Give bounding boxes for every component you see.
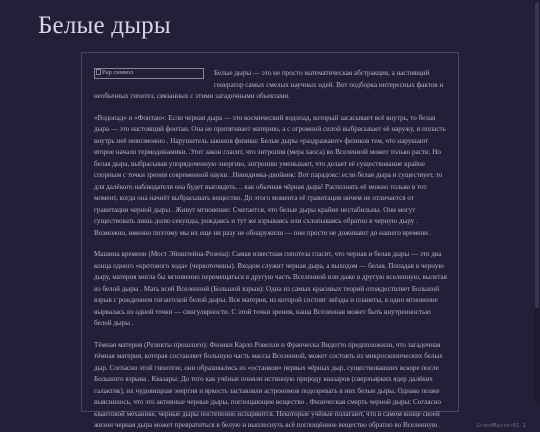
article-paragraph: Машина времени (Мост Эйнштейна-Розена): Самая известная гипотеза гласит, что черная и белая дыры — это два конца одного «кротового хода» (червоточины). Входом служит черная дыра, а выходом — белая. Попадая в черную дыру, материя могла бы мгновенно перемещаться в другую часть Вселенной или даже в другую вселенную, вылетая из белой дыры . Мать всей Вселенной (Большой взрыв): Одна из самых красивых теорий отождествляет Большой взрыв с рождением гигантской белой дыры. Вся материя, из которой состоят звёзды и планеты, в одно мгновение вырвалась из одной точки — сингулярности. С этой точки зрения, наша Вселенная может быть внутренностью белой дыры . — [94, 250, 447, 327]
broken-image-icon — [96, 69, 101, 75]
article-paragraph: Тёмная материя (Реликты прошлого): Физики Карло Ровелли и Франческа Видотто предположили, что загадочная тёмная материя, которая составляет большую часть массы Вселенной, может состоять из микроскопических белых дыр. Согласно этой гипотезе, они образовались из «останков» первых чёрных дыр, существовавших вскоре после Большого взрыва . Квазары: До того как учёные поняли истинную природу квазаров (сверхъярких ядер далёких галактик), их чудовищная энергия и яркость заставляли астрономов подозревать в них белые дыры. Однако позже выяснилось, что это активные черные дыры, поглощающие вещество . Физическая смерть черной дыры: Согласно квантовой механике, черные дыры постепенно испаряются. Некоторые учёные полагают, что в самом конце своей жизни черная дыра может превратиться в белую и выплеснуть всё поглощённое вещество обратно во Вселенную . — [94, 340, 443, 429]
page-scrollbar[interactable] — [534, 0, 540, 405]
hero-image-alt: Рар символ — [102, 69, 134, 76]
page-title: Белые дыры — [38, 12, 171, 39]
footer-credit: GrandMasterAI 1 — [476, 423, 526, 429]
article-intro: Белые дыры — это не просто математическая абстракция, а настоящий генератор самых смелых научных идей. Вот подборка интересных фактов и необычных гипотез, связанных с этими загадочными объектами. — [94, 69, 444, 100]
scrollbar-thumb[interactable] — [535, 2, 539, 308]
article-paragraph: «Водопад» и «Фонтан»: Если черная дыра — это космический водопад, который засасывает всё внутрь, то белая дыра — это настоящий фонтан. Она не притягивает материю, а с огромной силой выбрасывает её наружу, и попасть внутрь неё невозможно . Нарушитель законов физики: Белые дыры «раздражают» физиков тем, что нарушают второе начало термодинамики. Этот закон гласит, что энтропия (мера хаоса) во Вселенной может только расти. Но белая дыра, выбрасывая упорядоченную энергию, энтропию уменьшает, что делает её существование крайне спорным с точки зрения современной науки . Невидимка-двойник: Вот парадокс: если белая дыра и существует, то для далёкого наблюдателя она будет выглядеть… как обычная чёрная дыра! Распознать её можно только в тот момент, когда она начнёт выбрасывать вещество. До этого момента её гравитация ничем не отличается от гравитации черной дыры . Живут мгновение: Считается, что белые дыры крайне нестабильны. Они могут существовать лишь долю секунды, рождаясь и тут же взрываясь или схлопываясь обратно в черную дыру . Возможно, именно поэтому мы их еще ни разу не обнаружили — они просто не доживают до нашего времени . — [94, 113, 446, 237]
hero-image — [94, 68, 204, 79]
article-panel — [81, 52, 459, 429]
